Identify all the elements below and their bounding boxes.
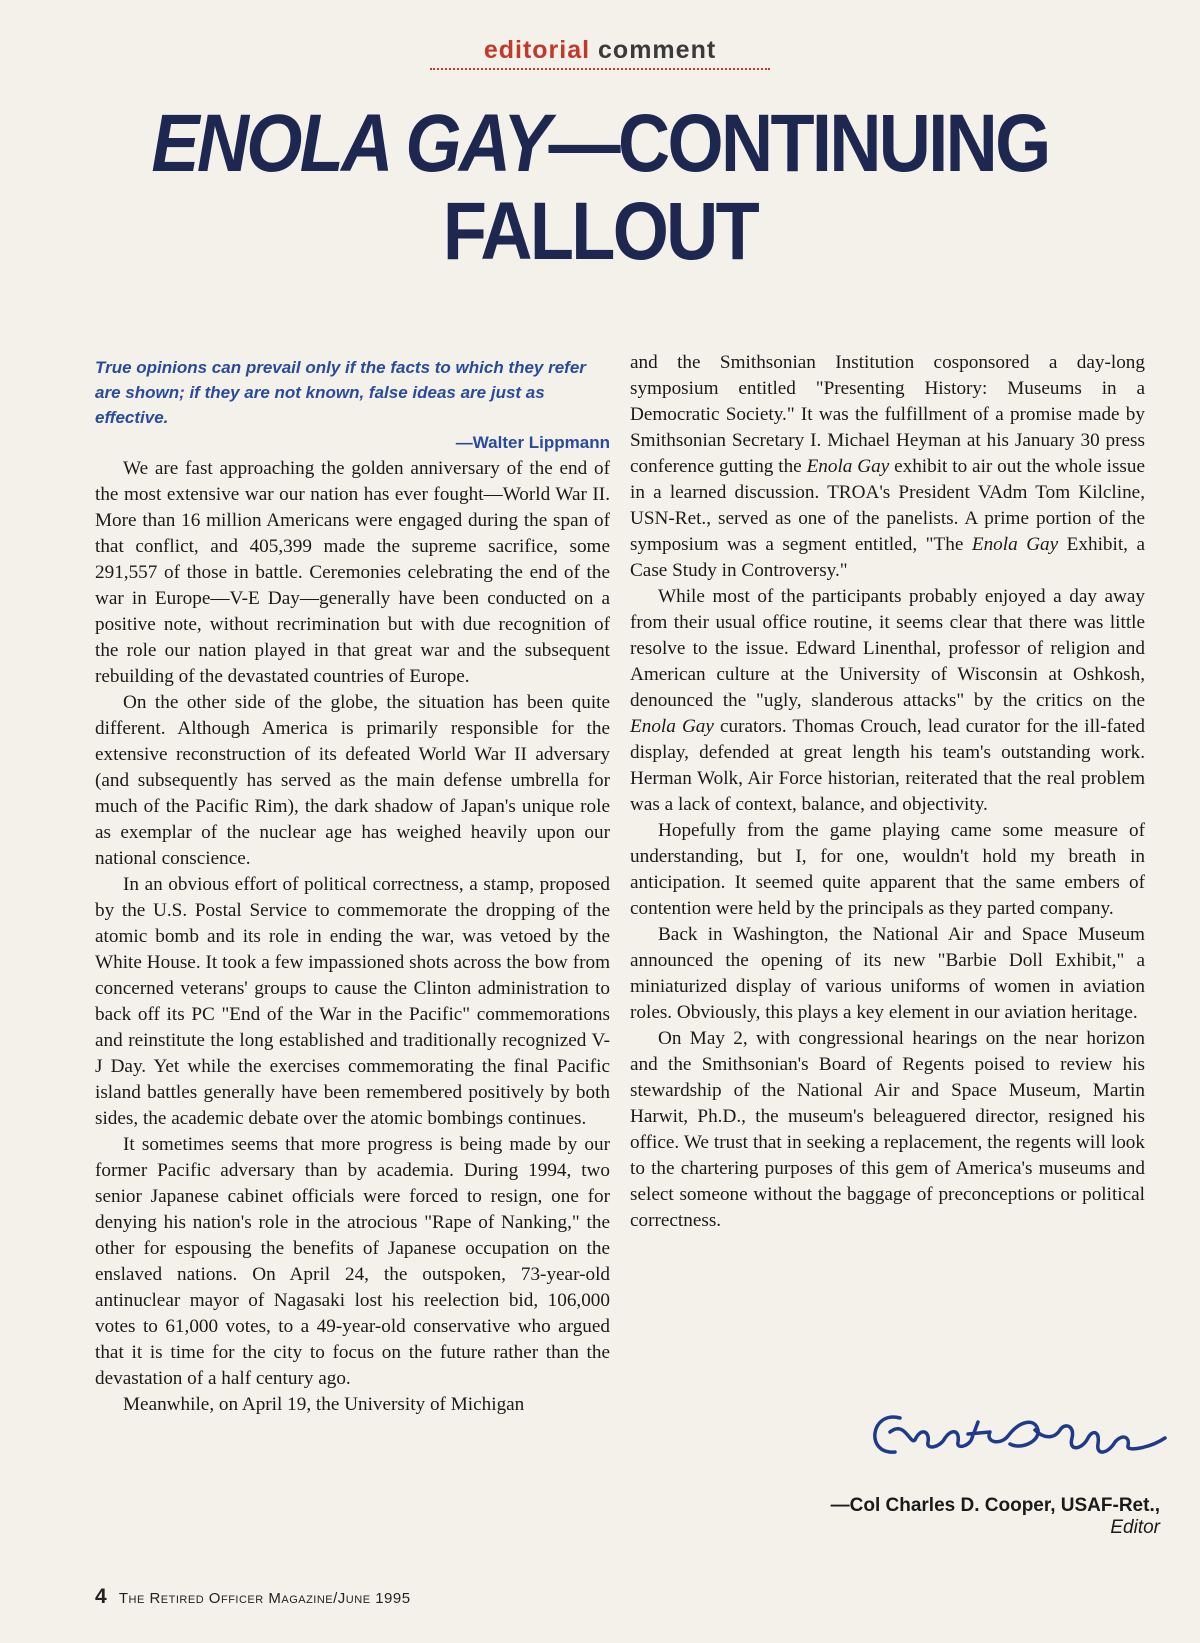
section-label [0,36,1200,70]
page-footer [95,1585,411,1609]
page-number: 4 [95,1585,107,1608]
author-role: Editor [1110,1517,1160,1538]
text-run: curators. Thomas Crouch, lead curator for the ill-fated display, defended at great length his team's outstanding work. Herman Wolk, Air Force historian, reiterated that the real problem was a lack of context, balance, and objectivity. [630,716,1145,815]
section-word-editorial: editorial [483,36,591,64]
body-paragraph: Hopefully from the game playing came some measure of understanding, but I, for one, wouldn't hold my breath in anticipation. It seemed quite apparent that the same embers of contention were held by the principals as they parted company. [630,820,1145,919]
section-divider [430,68,770,70]
section-word-comment: comment [598,36,717,64]
body-paragraph: It sometimes seems that more progress is being made by our former Pacific adversary than by academia. During 1994, two senior Japanese cabinet officials were forced to resign, one for denying his nation's role in the atrocious "Rape of Nanking," the other for espousing the benefits of Japanese occupation on the enslaved nations. On April 24, the outspoken, 73-year-old antinuclear mayor of Nagasaki lost his reelection bid, 106,000 votes to 61,000 votes, to a 49-year-old conservative who argued that it is time for the city to focus on the future rather than the devastation of a half century ago. [95,1134,610,1389]
epigraph-quote: True opinions can prevail only if the facts to which they refer are shown; if they are not known, false ideas are just as effective. [95,358,586,427]
left-column [95,355,610,1418]
title-continuing: —CONTINUING [548,98,1049,189]
body-paragraph: Back in Washington, the National Air and Space Museum announced the opening of its new "Barbie Doll Exhibit," a miniaturized display of various uniforms of women in aviation roles. Obviously, this plays a key element in our aviation heritage. [630,924,1145,1023]
publication-name: The Retired Officer Magazine/June 1995 [118,1590,411,1607]
right-column [630,350,1145,1234]
body-paragraph: In an obvious effort of political correctness, a stamp, proposed by the U.S. Postal Service to commemorate the dropping of the atomic bomb and its role in ending the war, was vetoed by the White House. It took a few impassioned shots across the bow from concerned veterans' groups to cause the Clinton administration to back off its PC "End of the War in the Pacific" commemorations and reinstitute the long established and traditionally recognized V-J Day. Yet while the exercises commemorating the final Pacific island battles generally have been remembered positively by both sides, the academic debate over the atomic bombings continues. [95,874,610,1129]
handwritten-signature [860,1400,1170,1475]
author-name: —Col Charles D. Cooper, USAF-Ret., [830,1495,1160,1516]
body-paragraph: We are fast approaching the golden anniversary of the end of the most extensive war our nation has ever fought—World War II. More than 16 million Americans were engaged during the span of that conflict, and 405,399 made the supreme sacrifice, some 291,557 of those in battle. Ceremonies celebrating the end of the war in Europe—V-E Day—generally have been conducted on a positive note, without recrimination but with due recognition of the role our nation played in that great war and the subsequent rebuilding of the devastated countries of Europe. [95,458,610,687]
body-paragraph [630,584,1145,818]
page-title [72,100,1128,276]
author-signoff [831,1495,1160,1539]
body-paragraph: On May 2, with congressional hearings on the near horizon and the Smithsonian's Board of Regents poised to review his stewardship of the National Air and Space Museum, Martin Harwit, Ph.D., the museum's beleaguered director, resigned his office. We trust that in seeking a replacement, the regents will look to the chartering purposes of this gem of America's museums and select someone without the baggage of preconceptions or political correctness. [630,1028,1145,1231]
title-enola-gay: ENOLA GAY [151,98,549,189]
text-run: exhibit to air out the whole issue in a learned discussion. TROA's President VAdm Tom Kilcline, USN-Ret., served as one of the panelists. A prime portion of the symposium was a segment entitled, "The [630,456,1145,555]
epigraph-attribution: —Walter Lippmann [455,433,610,452]
text-italic: Enola Gay [806,456,890,477]
text-run: Exhibit, a Case Study in Controversy." [630,534,1145,581]
body-paragraph [630,350,1145,584]
text-italic: Enola Gay [971,534,1059,555]
body-paragraph: Meanwhile, on April 19, the University of Michigan [123,1394,525,1415]
text-italic: Enola Gay [630,716,714,737]
title-line-2: FALLOUT [442,186,758,277]
text-run: and the Smithsonian Institution cosponsored a day-long symposium entitled "Presenting History: Museums in a Democratic Society." It was the fulfillment of a promise made by Smithsonian Secretary I. Michael Heyman at his January 30 press conference gutting the [630,352,1145,477]
body-paragraph: On the other side of the globe, the situation has been quite different. Although America is primarily responsible for the extensive reconstruction of its defeated World War II adversary (and subsequently has served as the main defense umbrella for much of the Pacific Rim), the dark shadow of Japan's unique role as exemplar of the nuclear age has weighed heavily upon our national conscience. [95,692,610,869]
title-line-1 [72,100,1128,188]
text-run: While most of the participants probably enjoyed a day away from their usual office routine, it seems clear that there was little resolve to the issue. Edward Linenthal, professor of religion and American culture at the University of Wisconsin at Oshkosh, denounced the "ugly, slanderous attacks" by the critics on the [630,586,1145,711]
